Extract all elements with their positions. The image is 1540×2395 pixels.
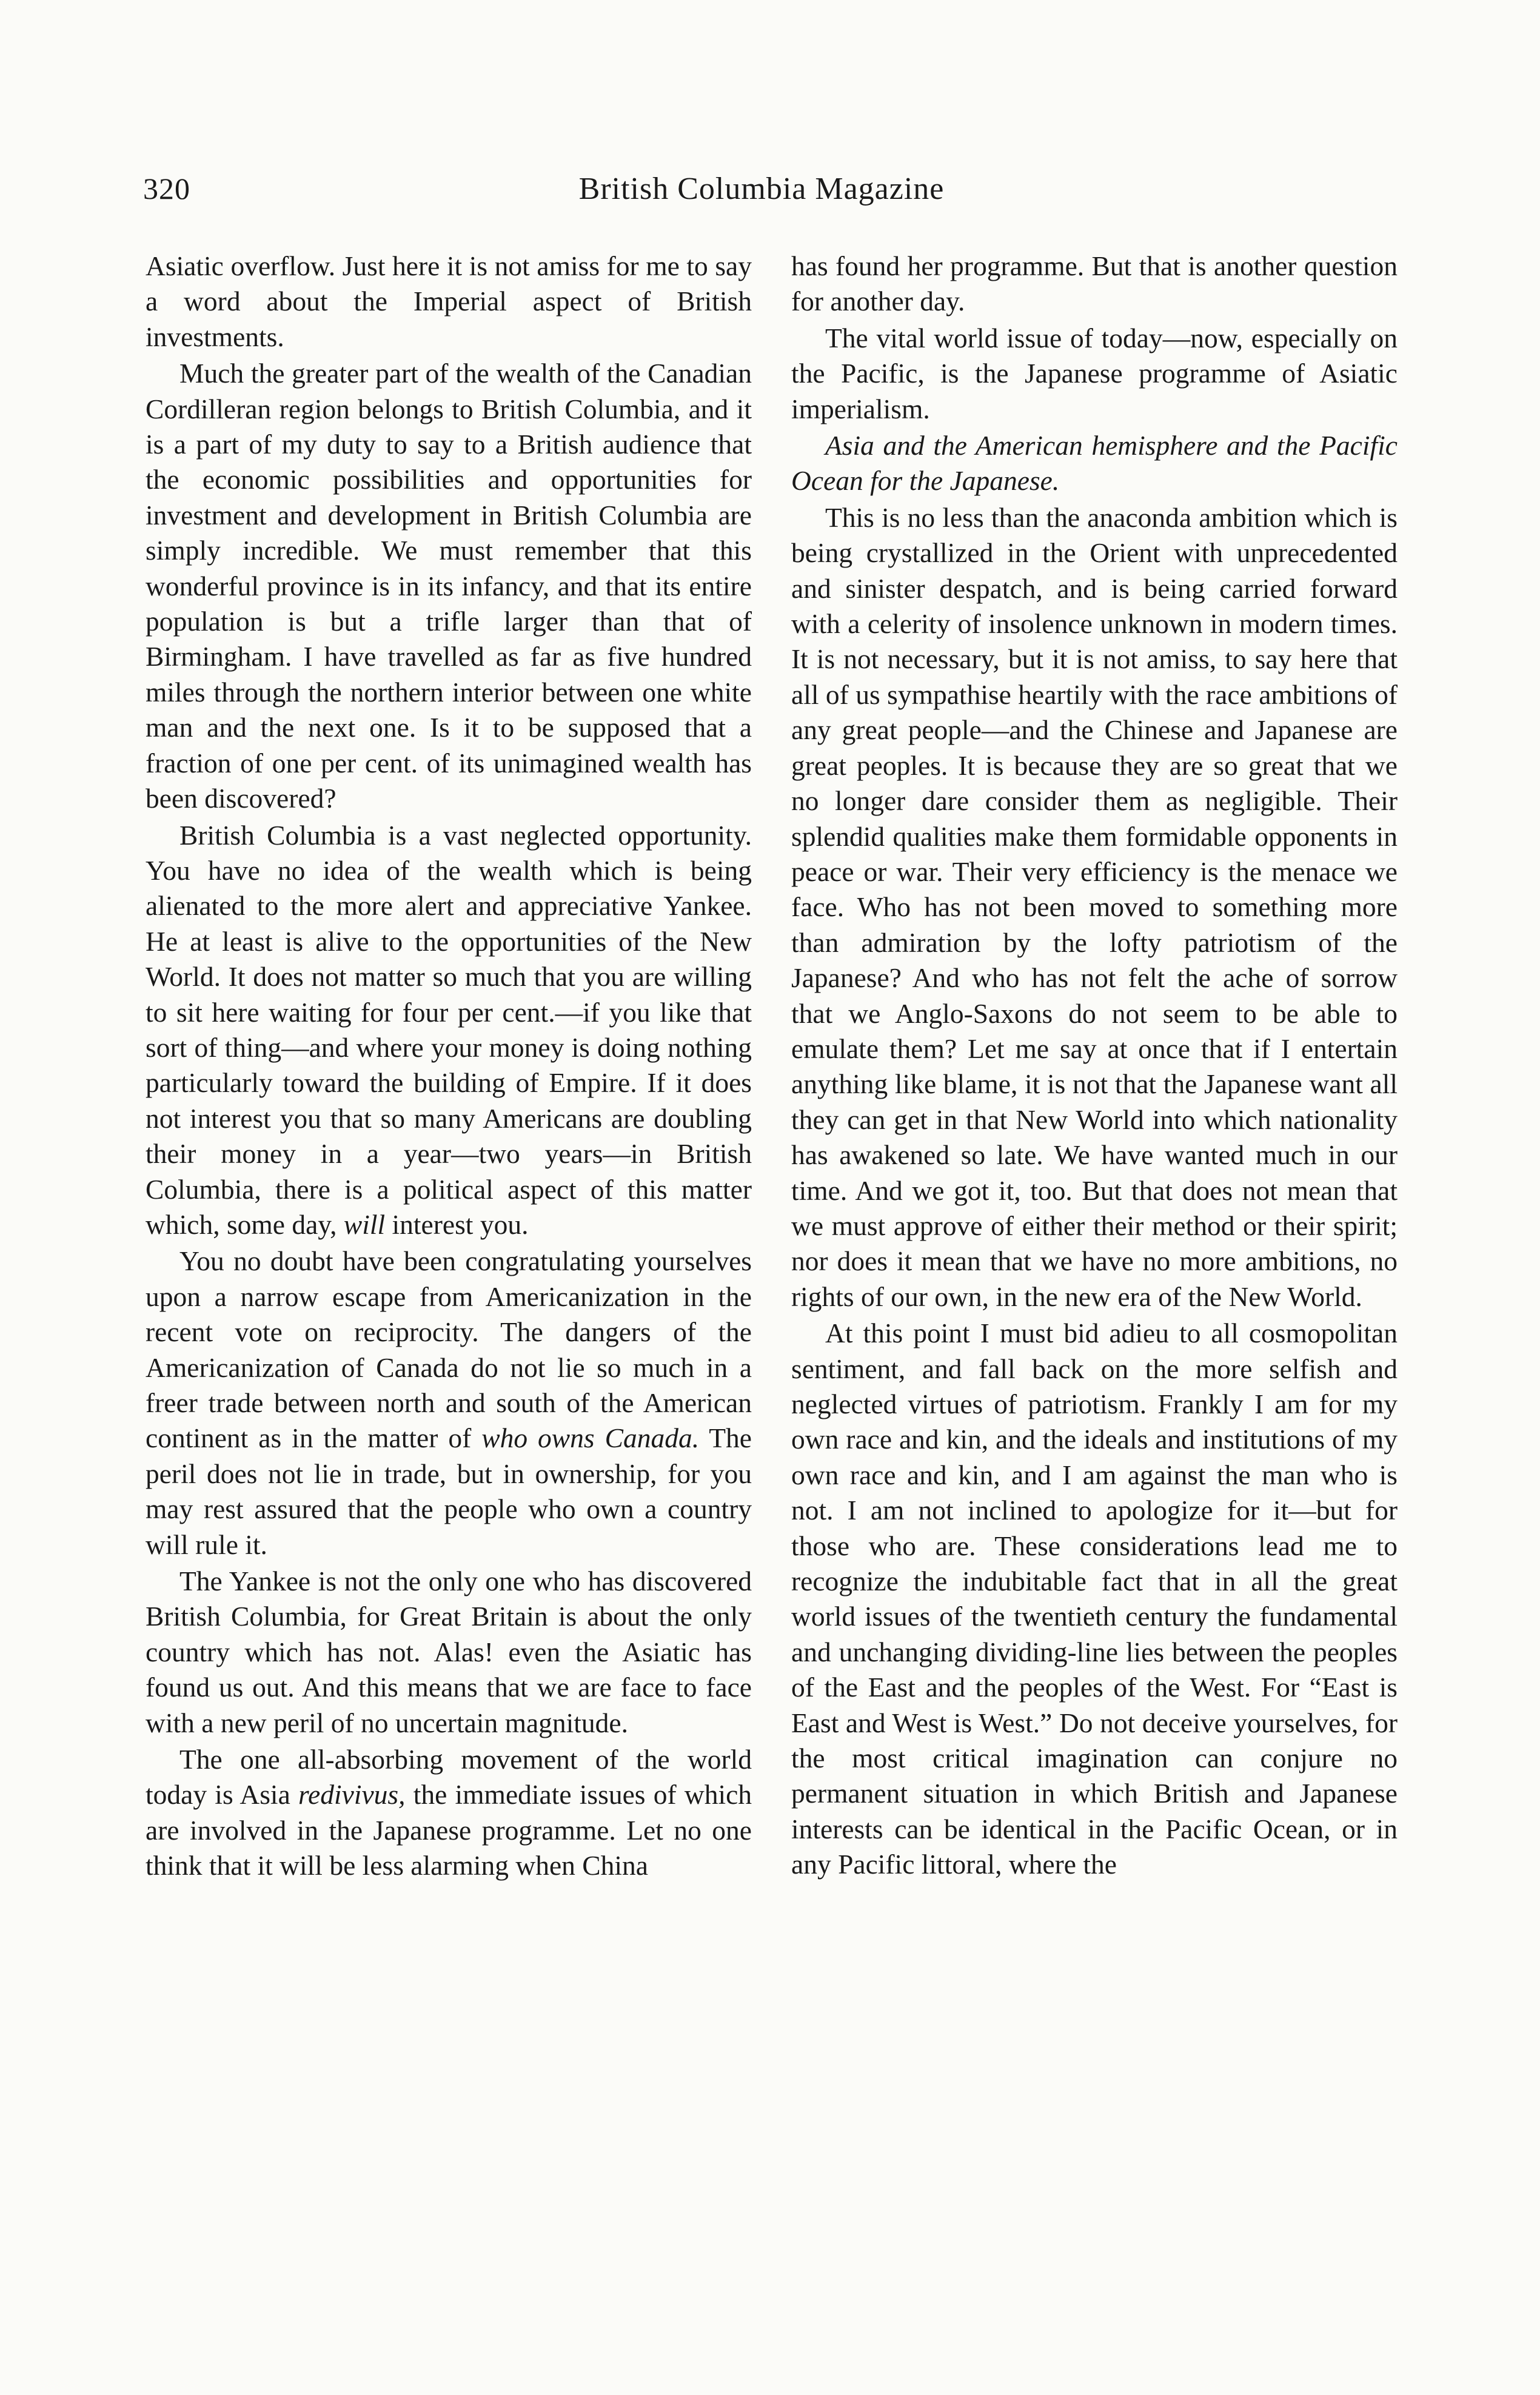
paragraph-text: British Columbia is a vast neglected opportunity. You have no idea of the wealth which is being alienated to the more alert and appreciative Yankee. He at least is alive to the opportunities of the New World. It does not matter so much that you are willing to sit here waiting for four per cent.—if you like that sort of thing—and where your money is doing nothing particularly toward the building of Empire. If it does not interest you that so many Americans are doubling their money in a year—two years—in British Columbia, there is a political aspect of this matter which, some day, — [146, 819, 752, 1240]
right-column — [791, 249, 1398, 1883]
running-title: British Columbia Magazine — [578, 172, 945, 206]
page-number: 320 — [143, 172, 190, 206]
paragraph — [146, 1244, 752, 1563]
paragraph: The Yankee is not the only one who has discovered British Columbia, for Great Britain is about the only country which has not. Alas! even the Asiatic has found us out. And this means that we are face to face with a new peril of no uncertain magnitude. — [146, 1566, 752, 1738]
paragraph: has found her programme. But that is another question for another day. — [791, 250, 1398, 317]
emphasis-text: who owns Canada. — [481, 1422, 700, 1454]
emphasis-text: Asia and the American hemisphere and the Pacific Ocean for the Japanese. — [791, 430, 1398, 497]
italic-motto — [791, 428, 1398, 499]
paragraph-text: interest you. — [392, 1208, 529, 1240]
paragraph-text: the immediate issues of which are involved in the Japanese programme. Let no one think that it will be less alarming when China — [146, 1779, 752, 1881]
page-header — [143, 171, 1380, 226]
paragraph — [146, 1742, 752, 1884]
left-column — [146, 249, 752, 1884]
paragraph: At this point I must bid adieu to all cosmopolitan sentiment, and fall back on the more selfish and neglected virtues of patriotism. Frankly I am for my own race and kin, and the ideals and institutions of my own race and kin, and I am against the man who is not. I am not inclined to apologize for it—but for those who are. These considerations lead me to recognize the indubitable fact that in all the great world issues of the twentieth century the fundamental and unchanging dividing-line lies between the peoples of the East and the peoples of the West. For “East is East and West is West.” Do not deceive yourselves, for the most critical imagination can conjure no permanent situation in which British and Japanese interests can be identical in the Pacific Ocean, or in any Pacific littoral, where the — [791, 1318, 1398, 1880]
paragraph: This is no less than the anaconda ambition which is being crystallized in the Orient with unprecedented and sinister despatch, and is being carried forward with a celerity of insolence unknown in modern times. It is not necessary, but it is not amiss, to say here that all of us sympathise heartily with the race ambitions of any great people—and the Chinese and Japanese are great peoples. It is because they are so great that we no longer dare consider them as negligible. Their splendid qualities make them formidable opponents in peace or war. Their very efficiency is the menace we face. Who has not been moved to something more than admiration by the lofty patriotism of the Japanese? And who has not felt the ache of sorrow that we Anglo-Saxons do not seem to be able to emulate them? Let me say at once that if I entertain anything like blame, it is not that the Japanese want all they can get in that New World into which nationality has awakened so late. We have wanted much in our time. And we got it, too. But that does not mean that we must approve of either their method or their spirit; nor does it mean that we have no more ambitions, no rights of our own, in the new era of the New World. — [791, 501, 1398, 1312]
emphasis-text: will — [343, 1208, 386, 1240]
paragraph — [146, 818, 752, 1243]
emphasis-text: redivivus, — [298, 1779, 406, 1810]
paragraph-text: The one all-absorbing movement of the world today is Asia — [146, 1744, 752, 1810]
paragraph-text: The peril does not lie in trade, but in ownership, for you may rest assured that the people who own a country will rule it. — [146, 1422, 752, 1560]
paragraph: Much the greater part of the wealth of the Canadian Cordilleran region belongs to British Columbia, and it is a part of my duty to say to a British audience that the economic possibilities and opportunities for investment and development in British Columbia are simply incredible. We must remember that this wonderful province is in its infancy, and that its entire population is but a trifle larger than that of Birmingham. I have travelled as far as five hundred miles through the northern interior between one white man and the next one. Is it to be supposed that a fraction of one per cent. of its unimagined wealth has been discovered? — [146, 358, 752, 814]
paragraph: Asiatic overflow. Just here it is not amiss for me to say a word about the Imperial aspect of British investments. — [146, 250, 752, 352]
paragraph: The vital world issue of today—now, especially on the Pacific, is the Japanese programme of Asiatic imperialism. — [791, 322, 1398, 424]
paragraph-text: You no doubt have been congratulating yourselves upon a narrow escape from Americanization in the recent vote on reciprocity. The dangers of the Americanization of Canada do not lie so much in a freer trade between north and south of the American continent as in the matter of — [146, 1245, 752, 1454]
